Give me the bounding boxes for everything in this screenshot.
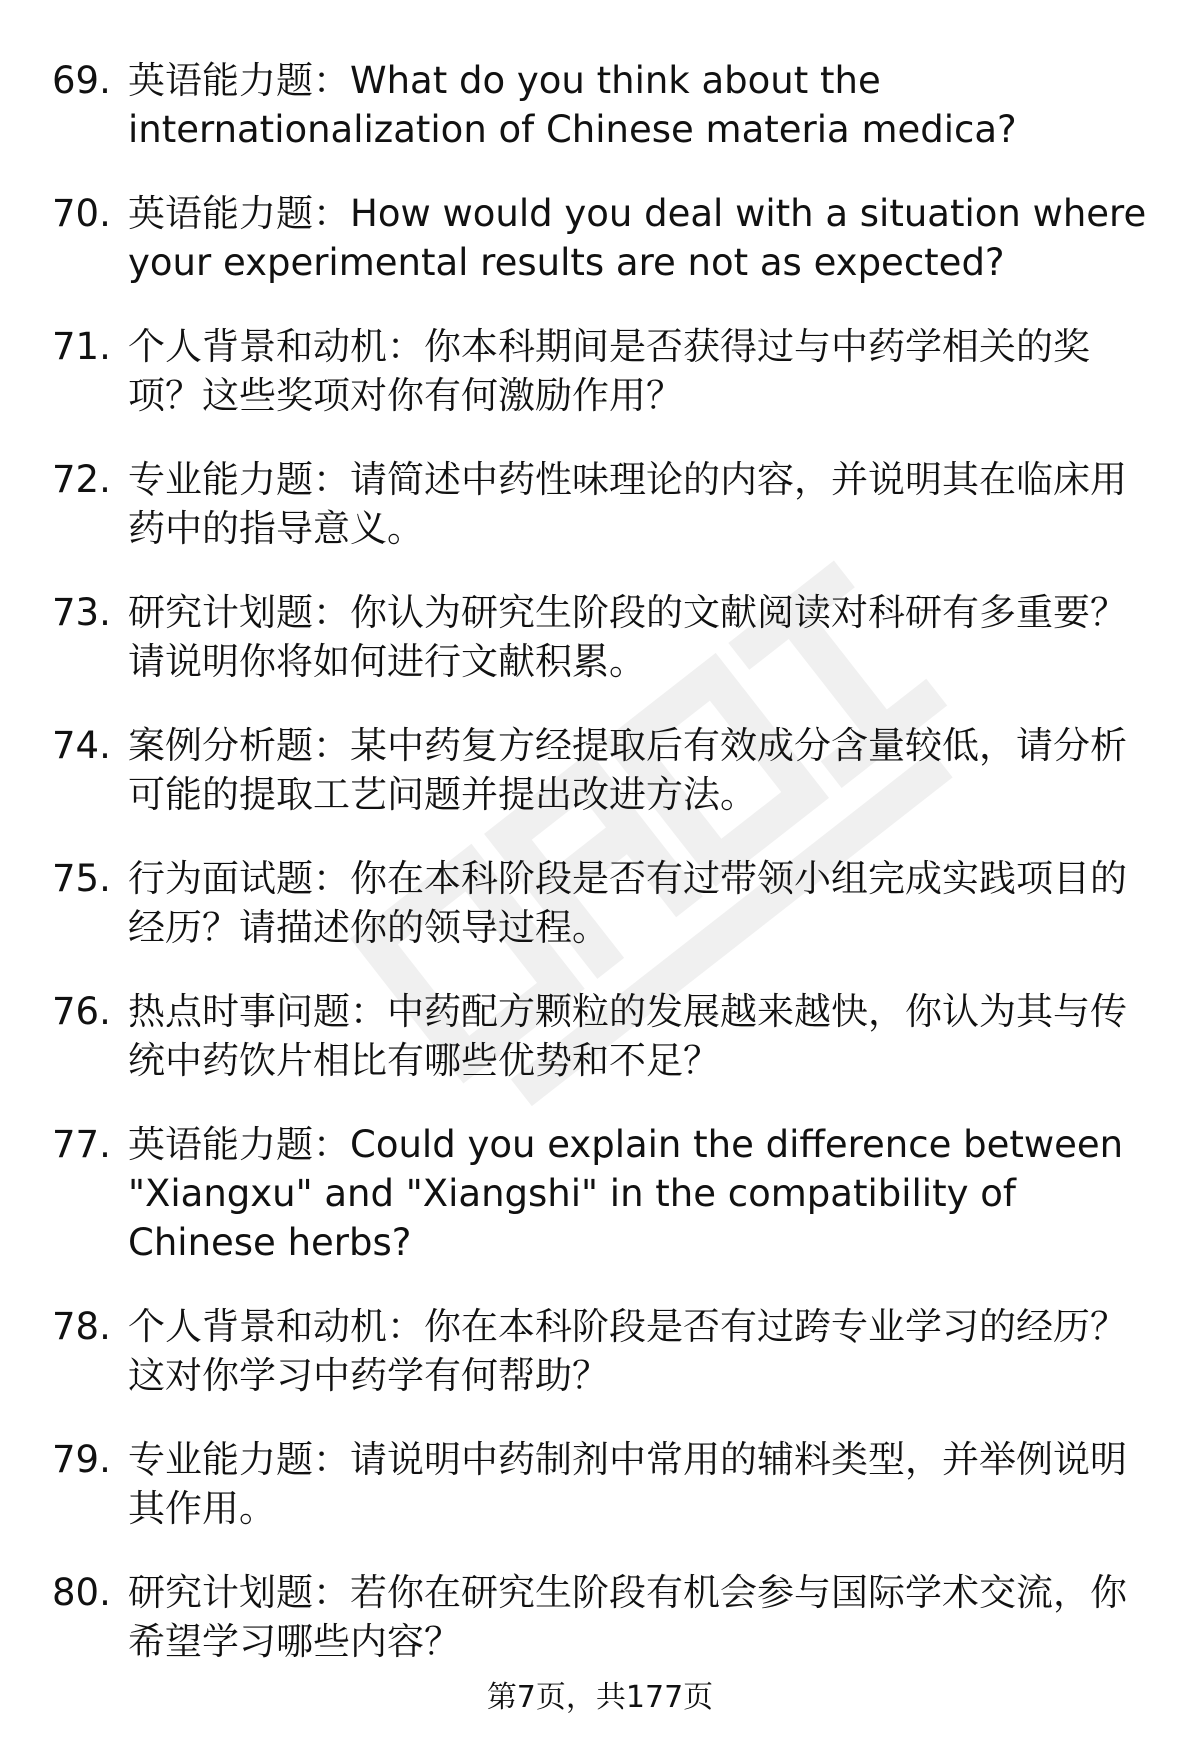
question-number: 76. [52, 990, 111, 1033]
question-text: 专业能力题：请简述中药性味理论的内容，并说明其在临床用药中的指导意义。 [128, 458, 1127, 550]
question-text: 专业能力题：请说明中药制剂中常用的辅料类型，并举例说明其作用。 [128, 1438, 1127, 1530]
question-number: 75. [52, 857, 111, 900]
question-item [0, 854, 1200, 952]
question-number: 79. [52, 1438, 111, 1481]
question-list [0, 56, 1200, 1701]
question-item [0, 1435, 1200, 1533]
question-text: 英语能力题：What do you think about the internationalization of Chinese materia medica? [128, 59, 1017, 151]
question-item [0, 1568, 1200, 1666]
question-item [0, 56, 1200, 154]
question-item [0, 455, 1200, 553]
question-text: 英语能力题：Could you explain the difference between "Xiangxu" and "Xiangshi" in the compatibility of Chinese herbs? [128, 1123, 1124, 1264]
question-number: 74. [52, 724, 111, 767]
question-text: 研究计划题：你认为研究生阶段的文献阅读对科研有多重要？请说明你将如何进行文献积累。 [128, 591, 1127, 683]
question-number: 72. [52, 458, 111, 501]
question-number: 77. [52, 1123, 111, 1166]
question-text: 热点时事问题：中药配方颗粒的发展越来越快，你认为其与传统中药饮片相比有哪些优势和不足？ [128, 990, 1127, 1082]
question-item [0, 1302, 1200, 1400]
question-item [0, 987, 1200, 1085]
question-item [0, 721, 1200, 819]
question-text: 研究计划题：若你在研究生阶段有机会参与国际学术交流，你希望学习哪些内容？ [128, 1571, 1127, 1663]
question-number: 71. [52, 325, 111, 368]
question-number: 69. [52, 59, 111, 102]
question-text: 英语能力题：How would you deal with a situation where your experimental results are not as expected? [128, 192, 1147, 284]
question-text: 个人背景和动机：你本科期间是否获得过与中药学相关的奖项？这些奖项对你有何激励作用？ [128, 325, 1090, 417]
question-number: 80. [52, 1571, 111, 1614]
question-number: 78. [52, 1305, 111, 1348]
question-text: 案例分析题：某中药复方经提取后有效成分含量较低，请分析可能的提取工艺问题并提出改进方法。 [128, 724, 1127, 816]
question-text: 个人背景和动机：你在本科阶段是否有过跨专业学习的经历？这对你学习中药学有何帮助？ [128, 1305, 1127, 1397]
question-item [0, 588, 1200, 686]
question-item [0, 322, 1200, 420]
question-number: 73. [52, 591, 111, 634]
question-item [0, 1120, 1200, 1267]
question-text: 行为面试题：你在本科阶段是否有过带领小组完成实践项目的经历？请描述你的领导过程。 [128, 857, 1127, 949]
question-item [0, 189, 1200, 287]
question-number: 70. [52, 192, 111, 235]
page-footer: 第7页，共177页 [486, 1680, 714, 1715]
